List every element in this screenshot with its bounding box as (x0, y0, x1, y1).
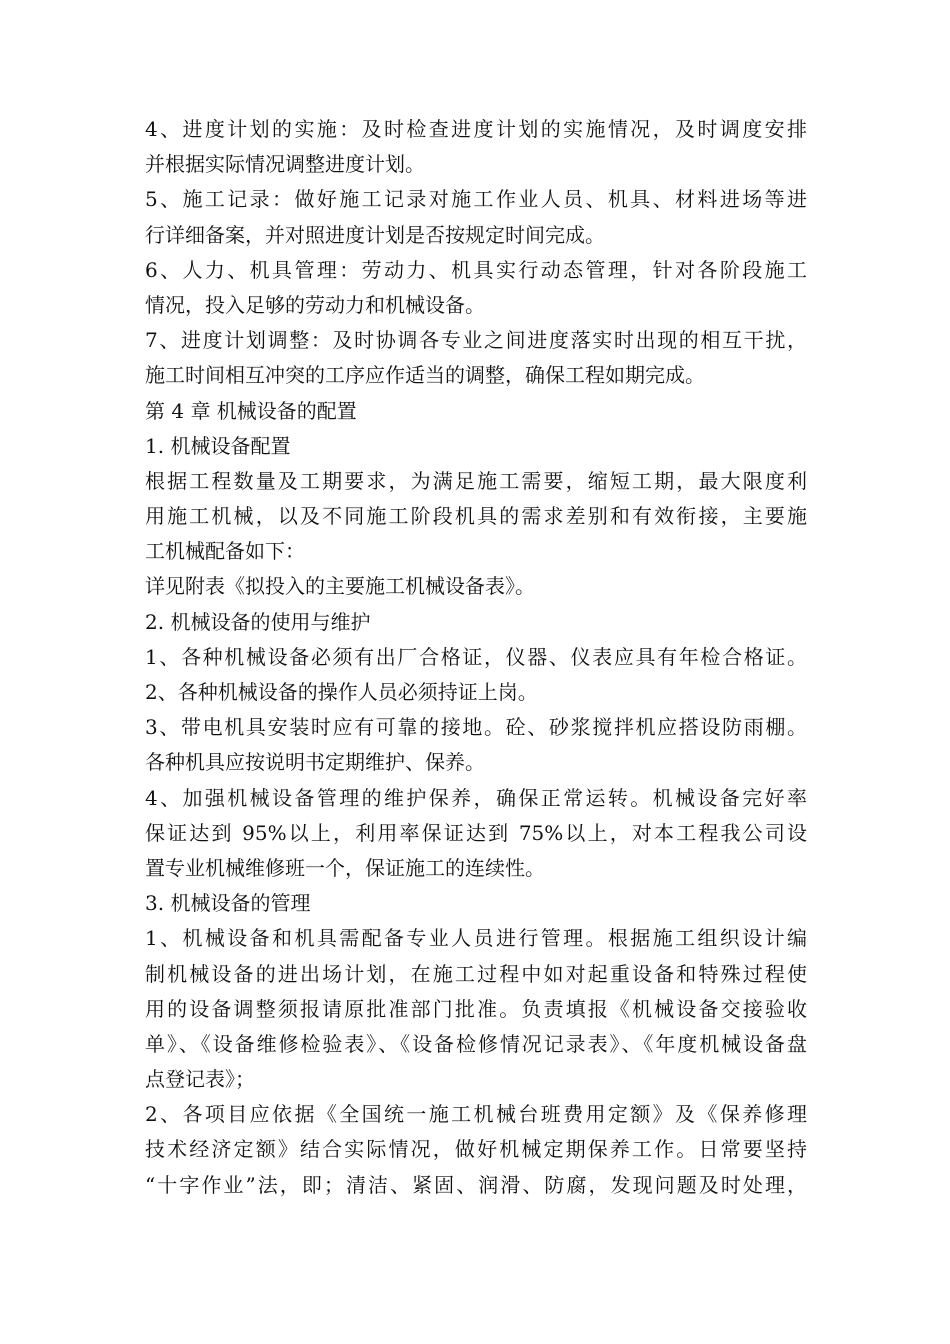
chapter-heading: 第 4 章 机械设备的配置 (145, 398, 357, 423)
text-line: 单》、《设备维修检验表》、《设备检修情况记录表》、《年度机械设备盘 (145, 1031, 807, 1056)
text-line: 工机械配备如下： (145, 539, 305, 564)
text-line: 2、各种机械设备的操作人员必须持证上岗。 (145, 680, 538, 704)
section-heading: 3. 机械设备的管理 (145, 891, 311, 916)
text-line: 保证达到 95%以上，利用率保证达到 75%以上，对本工程我公司设 (145, 820, 807, 845)
text-line: 1、机械设备和机具需配备专业人员进行管理。根据施工组织设计编 (145, 926, 807, 951)
text-line: 点登记表》； (145, 1067, 255, 1092)
text-line: 根据工程数量及工期要求，为满足施工需要，缩短工期，最大限度利 (145, 468, 807, 493)
text-line: 7、进度计划调整：及时协调各专业之间进度落实时出现的相互干扰， (145, 328, 807, 353)
text-line: 2、各项目应依据《全国统一施工机械台班费用定额》及《保养修理 (145, 1102, 807, 1127)
text-line: 详见附表《拟投入的主要施工机械设备表》。 (145, 574, 535, 599)
text-line: 制机械设备的进出场计划，在施工过程中如对起重设备和特殊过程使 (145, 961, 807, 986)
text-line: 行详细备案，并对照进度计划是否按规定时间完成。 (145, 222, 605, 247)
document-page (145, 112, 807, 1203)
text-line: 情况，投入足够的劳动力和机械设备。 (145, 292, 485, 317)
section-heading: 1. 机械设备配置 (145, 433, 291, 458)
text-line: 各种机具应按说明书定期维护、保养。 (145, 750, 485, 775)
text-line: 5、施工记录：做好施工记录对施工作业人员、机具、材料进场等进 (145, 187, 807, 212)
text-line: “十字作业”法，即；清洁、紧固、润滑、防腐，发现问题及时处理， (145, 1172, 807, 1197)
text-line: 置专业机械维修班一个，保证施工的连续性。 (145, 855, 545, 880)
text-line: 技术经济定额》结合实际情况，做好机械定期保养工作。日常要坚持 (145, 1137, 807, 1162)
text-line: 用施工机械，以及不同施工阶段机具的需求差别和有效衔接，主要施 (145, 504, 807, 529)
text-line: 施工时间相互冲突的工序应作适当的调整，确保工程如期完成。 (145, 363, 705, 388)
text-line: 4、进度计划的实施：及时检查进度计划的实施情况，及时调度安排 (145, 117, 807, 141)
text-line: 3、带电机具安装时应有可靠的接地。砼、砂浆搅拌机应搭设防雨棚。 (145, 715, 807, 740)
text-line: 并根据实际情况调整进度计划。 (145, 152, 425, 177)
section-heading: 2. 机械设备的使用与维护 (145, 609, 371, 634)
text-line: 4、加强机械设备管理的维护保养，确保正常运转。机械设备完好率 (145, 785, 807, 810)
text-line: 6、人力、机具管理：劳动力、机具实行动态管理，针对各阶段施工 (145, 257, 807, 282)
text-line: 用的设备调整须报请原批准部门批准。负责填报《机械设备交接验收 (145, 996, 807, 1021)
text-line: 1、各种机械设备必须有出厂合格证，仪器、仪表应具有年检合格证。 (145, 644, 807, 669)
